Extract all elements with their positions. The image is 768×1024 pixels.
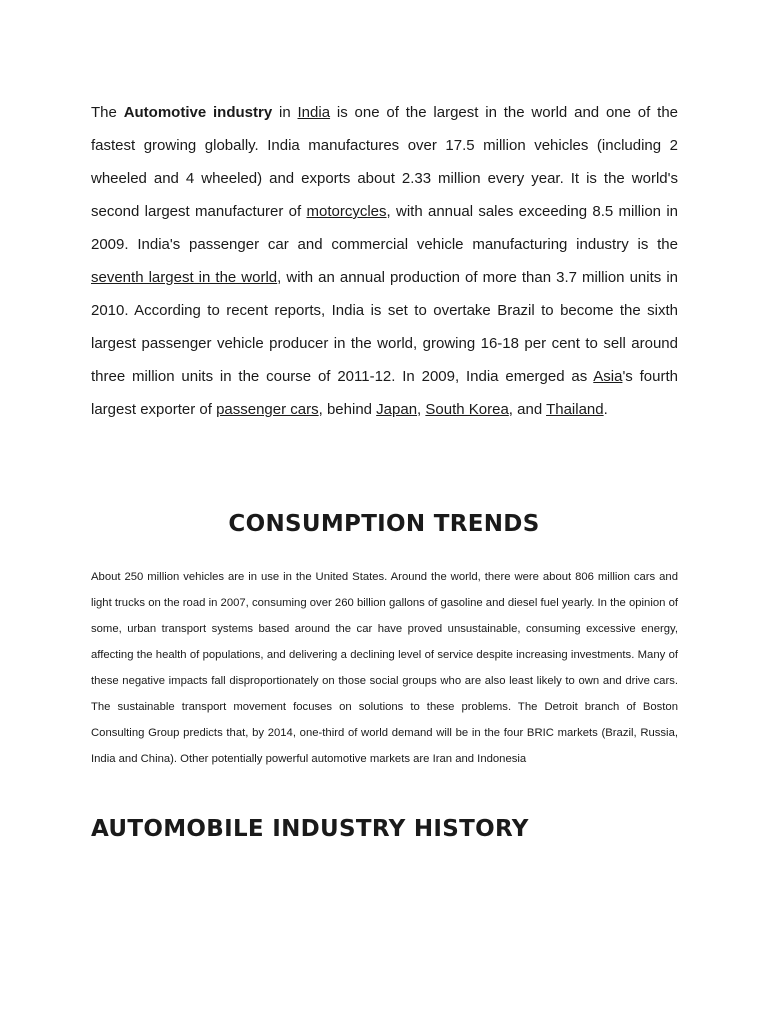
intro-text: is one of the largest in the world and one of the fastest growing globally. India manufactures over 17.5 million vehicles (including 2 wheeled and 4 wheeled) and exports about 2.33 million every year. It is the world's second largest manufacturer of xyxy=(91,104,678,220)
thailand-link[interactable]: Thailand xyxy=(546,401,604,418)
intro-text: in xyxy=(272,104,298,121)
intro-text: , xyxy=(417,401,426,418)
intro-text: 's fourth largest exporter of xyxy=(91,368,678,418)
motorcycles-link[interactable]: motorcycles xyxy=(306,203,387,220)
japan-link[interactable]: Japan xyxy=(376,401,418,418)
south-korea-link[interactable]: South Korea xyxy=(425,401,509,418)
intro-text: , and xyxy=(508,401,547,418)
passenger-cars-link[interactable]: passenger cars xyxy=(216,401,319,418)
consumption-trends-heading: CONSUMPTION TRENDS xyxy=(228,511,540,537)
intro-paragraph xyxy=(91,96,678,426)
intro-text: The xyxy=(91,104,124,121)
consumption-trends-paragraph: About 250 million vehicles are in use in the United States. Around the world, there were about 806 million cars and light trucks on the road in 2007, consuming over 260 billion gallons of gasoline and diesel fuel yearly. In the opinion of some, urban transport systems based around the car have proved unsustainable, consuming excessive energy, affecting the health of populations, and delivering a declining level of service despite increasing investments. Many of these negative impacts fall disproportionately on those social groups who are also least likely to own and drive cars. The sustainable transport movement focuses on solutions to these problems. The Detroit branch of Boston Consulting Group predicts that, by 2014, one-third of world demand will be in the four BRIC markets (Brazil, Russia, India and China). Other potentially powerful automotive markets are Iran and Indonesia xyxy=(91,571,678,765)
seventh-largest-link[interactable]: seventh largest in the world xyxy=(91,269,278,286)
intro-text: . xyxy=(603,401,608,418)
intro-text: , behind xyxy=(318,401,377,418)
asia-link[interactable]: Asia xyxy=(593,368,623,385)
automotive-industry-term: Automotive industry xyxy=(123,104,273,121)
intro-text: , with annual sales exceeding 8.5 million in 2009. India's passenger car and commercial vehicle manufacturing industry is the xyxy=(91,203,678,253)
automobile-industry-history-heading: AUTOMOBILE INDUSTRY HISTORY xyxy=(91,816,529,842)
india-link[interactable]: India xyxy=(297,104,331,121)
intro-text: , with an annual production of more than 3.7 million units in 2010. According to recent reports, India is set to overtake Brazil to become the sixth largest passenger vehicle producer in the world, growing 16-18 per cent to sell around three million units in the course of 2011-12. In 2009, India emerged as xyxy=(91,269,678,385)
